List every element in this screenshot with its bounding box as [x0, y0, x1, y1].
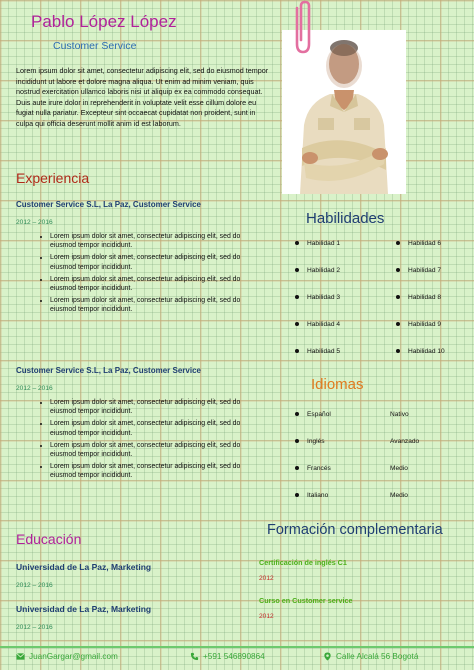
list-item: • Lorem ipsum dolor sit amet, consectetur adipiscing elit, sed do eiusmod tempor incididunt. [50, 253, 266, 271]
skill-item: Habilidad 8 [396, 294, 441, 301]
skill-item: Habilidad 10 [396, 348, 445, 355]
language-level: Medio [390, 465, 408, 472]
course-name: Certificación de inglés C1 [259, 558, 347, 567]
list-item: • Lorem ipsum dolor sit amet, consectetur adipiscing elit, sed do eiusmod tempor incididunt. [50, 419, 266, 437]
skills-column-left [295, 240, 385, 360]
bullet-icon [396, 268, 400, 272]
job-bullets [16, 232, 266, 315]
skill-item: Habilidad 5 [295, 348, 340, 355]
education-dates: 2012 – 2016 [16, 624, 53, 631]
skill-item: Habilidad 9 [396, 321, 441, 328]
skill-item: Habilidad 6 [396, 240, 441, 247]
bullet-icon [295, 349, 299, 353]
language-level: Nativo [390, 411, 409, 418]
education-entry-1 [16, 562, 261, 589]
course-name: Curso en Customer service [259, 596, 353, 605]
training-title: Formación complementaria [267, 522, 443, 538]
list-item: • Lorem ipsum dolor sit amet, consectetur adipiscing elit, sed do eiusmod tempor incididunt. [50, 462, 266, 480]
job-bullets [16, 398, 266, 481]
language-row: Italiano [295, 492, 328, 499]
list-item: • Lorem ipsum dolor sit amet, consectetur adipiscing elit, sed do eiusmod tempor incididunt. [50, 441, 266, 459]
bullet-icon [295, 493, 299, 497]
languages-list [295, 411, 465, 511]
list-item: • Lorem ipsum dolor sit amet, consectetur adipiscing elit, sed do eiusmod tempor incididunt. [50, 232, 266, 250]
language-row: Francés [295, 465, 331, 472]
candidate-name: Pablo López López [31, 12, 177, 31]
bullet-icon [295, 268, 299, 272]
skills-column-right [396, 240, 471, 360]
skill-item: Habilidad 7 [396, 267, 441, 274]
footer-phone[interactable]: +591 546890864 [190, 652, 265, 661]
job-title: Customer Service S.L, La Paz, Customer Service [16, 200, 201, 209]
language-row: Español [295, 411, 331, 418]
bullet-icon [295, 295, 299, 299]
bullet-icon [396, 241, 400, 245]
bullet-icon [295, 241, 299, 245]
list-item: • Lorem ipsum dolor sit amet, consectetur adipiscing elit, sed do eiusmod tempor incididunt. [50, 275, 266, 293]
bullet-icon [396, 322, 400, 326]
candidate-role: Customer Service [53, 40, 137, 52]
bullet-icon [295, 322, 299, 326]
language-level: Medio [390, 492, 408, 499]
bullet-icon [295, 412, 299, 416]
job-dates: 2012 – 2016 [16, 385, 53, 392]
footer-address: Calle Alcalá 56 Bogotá [323, 652, 418, 661]
training-entry-2 [259, 596, 469, 620]
education-entry-2 [16, 604, 261, 631]
email-icon [16, 652, 25, 661]
paperclip-icon [288, 0, 318, 63]
job-title: Customer Service S.L, La Paz, Customer Service [16, 366, 201, 375]
footer-divider [0, 646, 474, 648]
course-year: 2012 [259, 575, 274, 582]
language-row: Inglés [295, 438, 325, 445]
education-name: Universidad de La Paz, Marketing [16, 604, 152, 614]
language-level: Avanzado [390, 438, 420, 445]
location-icon [323, 652, 332, 661]
skill-item: Habilidad 1 [295, 240, 340, 247]
profile-summary: Lorem ipsum dolor sit amet, consectetur adipiscing elit, sed do eiusmod tempor incididunt ut labore et dolore magna aliqua. Ut enim ad minim veniam, quis nostrud exercitation ullamco laboris nisi ut aliquip ex ea commodo consequat. Duis aute irure dolor in reprehenderit in voluptate velit esse cillum dolore eu fugiat nulla pariatur. Excepteur sint occaecat cupidatat non proident, sunt in culpa qui officia deserunt mollit anim id est laborum. [16, 66, 269, 128]
languages-title: Idiomas [311, 376, 364, 393]
education-dates: 2012 – 2016 [16, 582, 53, 589]
skill-item: Habilidad 3 [295, 294, 340, 301]
list-item: • Lorem ipsum dolor sit amet, consectetur adipiscing elit, sed do eiusmod tempor incididunt. [50, 296, 266, 314]
bullet-icon [295, 439, 299, 443]
skills-title: Habilidades [306, 210, 385, 227]
skill-item: Habilidad 4 [295, 321, 340, 328]
education-title: Educación [16, 531, 82, 547]
job-entry-1 [16, 200, 266, 318]
bullet-icon [396, 349, 400, 353]
list-item: • Lorem ipsum dolor sit amet, consectetur adipiscing elit, sed do eiusmod tempor incididunt. [50, 398, 266, 416]
experience-title: Experiencia [16, 170, 90, 186]
bullet-icon [295, 466, 299, 470]
job-dates: 2012 – 2016 [16, 219, 53, 226]
phone-icon [190, 652, 199, 661]
training-entry-1 [259, 558, 469, 582]
job-entry-2 [16, 366, 266, 484]
education-name: Universidad de La Paz, Marketing [16, 562, 152, 572]
skill-item: Habilidad 2 [295, 267, 340, 274]
footer-email[interactable]: JuanGargar@gmail.com [16, 652, 118, 661]
course-year: 2012 [259, 613, 274, 620]
bullet-icon [396, 295, 400, 299]
